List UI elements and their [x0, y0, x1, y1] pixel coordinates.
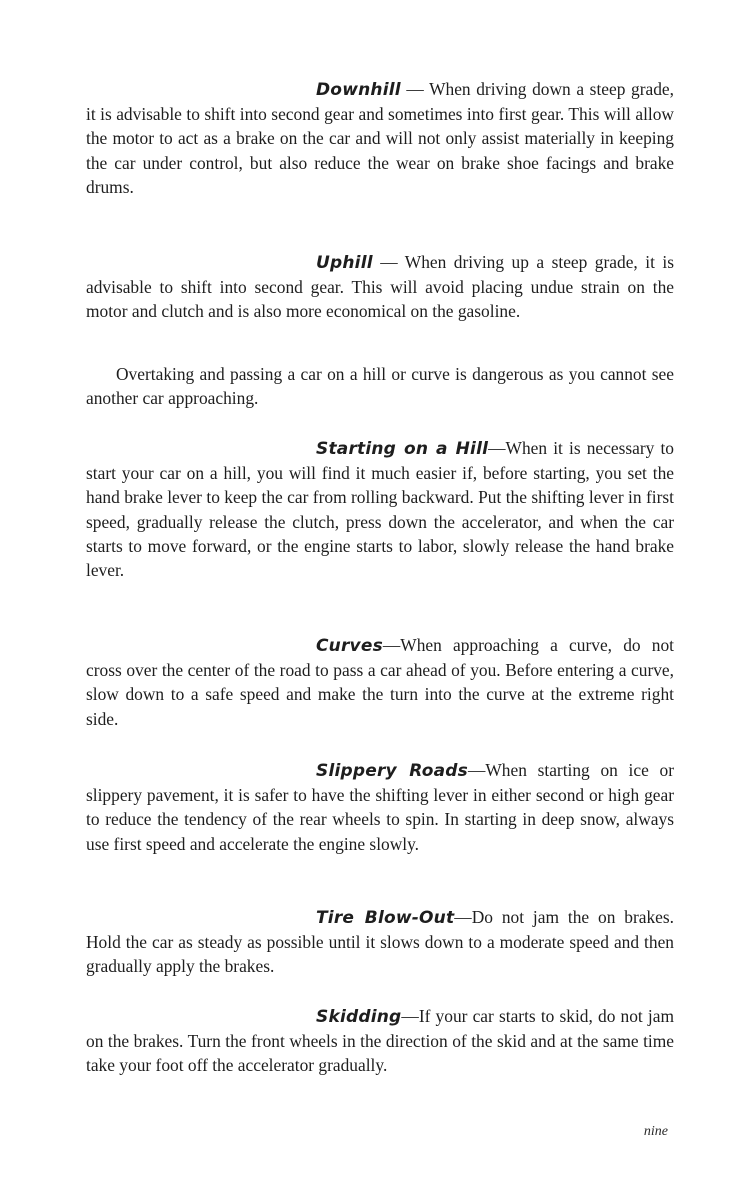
section-starting-on-a-hill: [86, 436, 674, 582]
section-slippery-roads: [86, 758, 674, 856]
section-text: — When driving up a steep grade, it is advisable to shift into second gear. This will avoid placing undue strain on the motor and clutch and is also more economical on the gasoline.: [86, 252, 674, 322]
section-skidding: [86, 1004, 674, 1078]
section-text: —If your car starts to skid, do not jam on the brakes. Turn the front wheels in the direction of the skid and at the same time take your foot off the accelerator gradually.: [86, 1006, 674, 1076]
section-downhill: [86, 77, 674, 199]
section-text: Overtaking and passing a car on a hill or curve is dangerous as you cannot see another car approaching.: [86, 364, 674, 409]
section-text: —When approaching a curve, do not cross over the center of the road to pass a car ahead of you. Before entering a curve, slow down to a safe speed and make the turn into the curve at the extreme right side.: [86, 635, 674, 729]
section-text: —When starting on ice or slippery pavement, it is safer to have the shifting lever in either second or high gear to reduce the tendency of the rear wheels to spin. In starting in deep snow, always use first speed and accelerate the engine slowly.: [86, 760, 674, 854]
page-number: nine: [643, 1124, 668, 1139]
section-heading: Skidding: [316, 1007, 402, 1027]
section-curves: [86, 633, 674, 731]
section-heading: Tire Blow-Out: [316, 908, 455, 928]
section-heading: Uphill: [316, 253, 373, 273]
section-text: —Do not jam the on brakes. Hold the car as steady as possible until it slows down to a moderate speed and then gradually apply the brakes.: [86, 907, 674, 977]
section-heading: Curves: [316, 636, 383, 656]
section-uphill: [86, 250, 674, 324]
section-overtaking: [86, 362, 674, 410]
section-heading: Slippery Roads: [316, 761, 468, 781]
section-heading: Downhill: [316, 80, 401, 100]
section-heading: Starting on a Hill: [316, 439, 489, 459]
section-text: —When it is necessary to start your car on a hill, you will find it much easier if, before starting, you set the hand brake lever to keep the car from rolling backward. Put the shifting lever in first speed, gradually release the clutch, press down the accelerator, and when the car starts to move forward, or the engine starts to labor, slowly release the hand brake lever.: [86, 438, 674, 581]
section-tire-blow-out: [86, 905, 674, 979]
section-text: — When driving down a steep grade, it is advisable to shift into second gear and sometimes into first gear. This will allow the motor to act as a brake on the car and will not only assist materially in keeping the car under control, but also reduce the wear on brake shoe facings and brake drums.: [86, 79, 674, 197]
